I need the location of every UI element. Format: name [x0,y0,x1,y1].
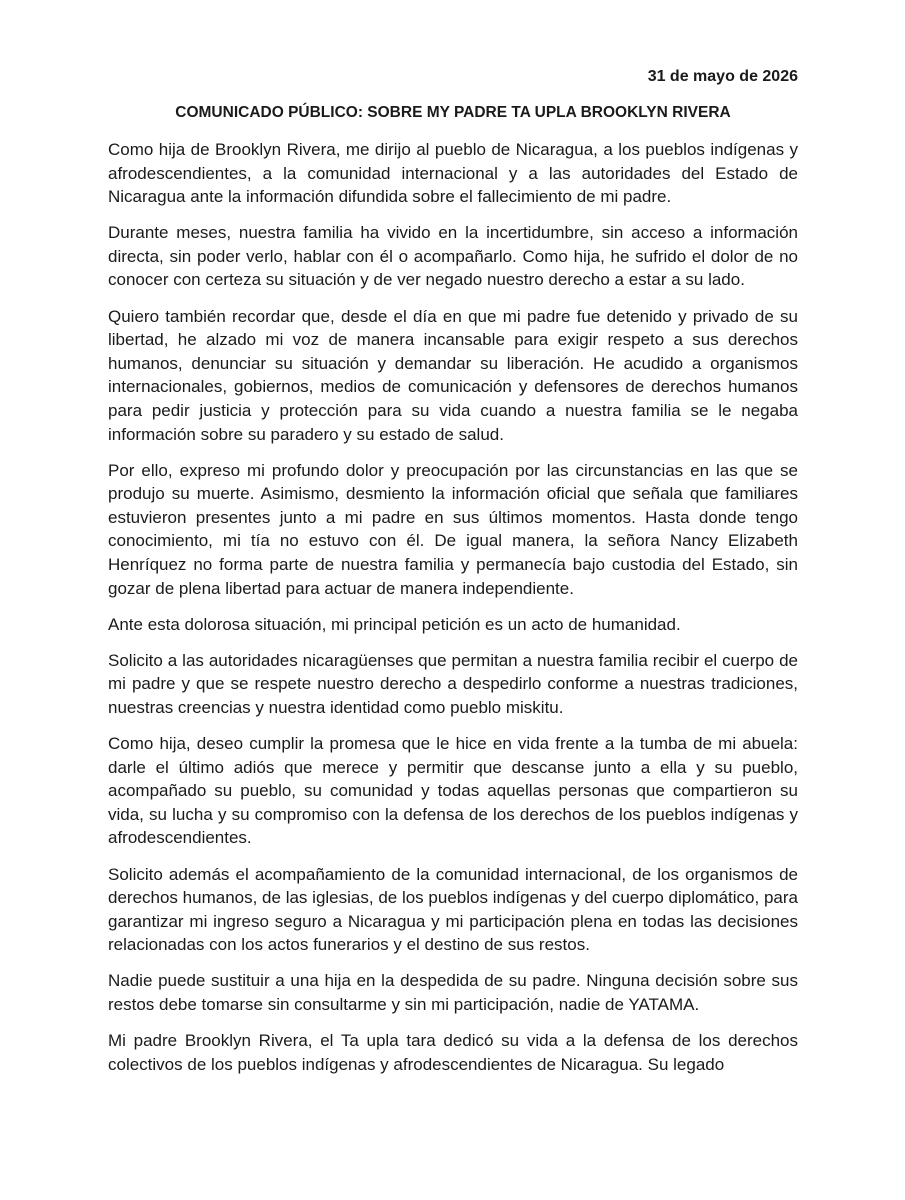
paragraph-3: Quiero también recordar que, desde el día en que mi padre fue detenido y privado de su libertad, he alzado mi voz de manera incansable para exigir respeto a sus derechos humanos, denunciar su situación y demandar su liberación. He acudido a organismos internacionales, gobiernos, medios de comunicación y defensores de derechos humanos para pedir justicia y protección para su vida cuando a nuestra familia se le negaba información sobre su paradero y su estado de salud. [108,306,798,444]
paragraph-9: Nadie puede sustituir a una hija en la despedida de su padre. Ninguna decisión sobre sus restos debe tomarse sin consultarme y sin mi participación, nadie de YATAMA. [108,971,798,1014]
paragraph-1: Como hija de Brooklyn Rivera, me dirijo al pueblo de Nicaragua, a los pueblos indígenas y afrodescendientes, a la comunidad internacional y a las autoridades del Estado de Nicaragua ante la información difundida sobre el fallecimiento de mi padre. [108,140,798,207]
paragraph-4: Por ello, expreso mi profundo dolor y preocupación por las circunstancias en las que se produjo su muerte. Asimismo, desmiento la información oficial que señala que familiares estuvieron presentes junto a mi padre en sus últimos momentos. Hasta donde tengo conocimiento, mi tía no estuvo con él. De igual manera, la señora Nancy Elizabeth Henríquez no forma parte de nuestra familia y permanecía bajo custodia del Estado, sin gozar de plena libertad para actuar de manera independiente. [108,460,798,598]
paragraph-10: Mi padre Brooklyn Rivera, el Ta upla tara dedicó su vida a la defensa de los derechos colectivos de los pueblos indígenas y afrodescendientes de Nicaragua. Su legado [108,1031,798,1074]
paragraph-8: Solicito además el acompañamiento de la comunidad internacional, de los organismos de derechos humanos, de las iglesias, de los pueblos indígenas y del cuerpo diplomático, para garantizar mi ingreso seguro a Nicaragua y mi participación plena en todas las decisiones relacionadas con los actos funerarios y el destino de sus restos. [108,864,798,955]
paragraph-6: Solicito a las autoridades nicaragüenses que permitan a nuestra familia recibir el cuerpo de mi padre y que se respete nuestro derecho a despedirlo conforme a nuestras tradiciones, nuestras creencias y nuestra identidad como pueblo miskitu. [108,650,798,717]
document-date: 31 de mayo de 2026 [647,68,798,85]
paragraph-7: Como hija, deseo cumplir la promesa que le hice en vida frente a la tumba de mi abuela: darle el último adiós que merece y permitir que descanse junto a ella y su pueblo, acompañado su pueblo, su comunidad y todas aquellas personas que compartieron su vida, su lucha y su compromiso con la defensa de los derechos de los pueblos indígenas y afrodescendientes. [108,734,798,848]
document-page [108,66,798,1076]
paragraph-5: Ante esta dolorosa situación, mi principal petición es un acto de humanidad. [108,614,681,634]
paragraph-2: Durante meses, nuestra familia ha vivido en la incertidumbre, sin acceso a información directa, sin poder verlo, hablar con él o acompañarlo. Como hija, he sufrido el dolor de no conocer con certeza su situación y de ver negado nuestro derecho a estar a su lado. [108,223,798,290]
document-title: COMUNICADO PÚBLICO: SOBRE MY PADRE TA UPLA BROOKLYN RIVERA [175,104,731,121]
